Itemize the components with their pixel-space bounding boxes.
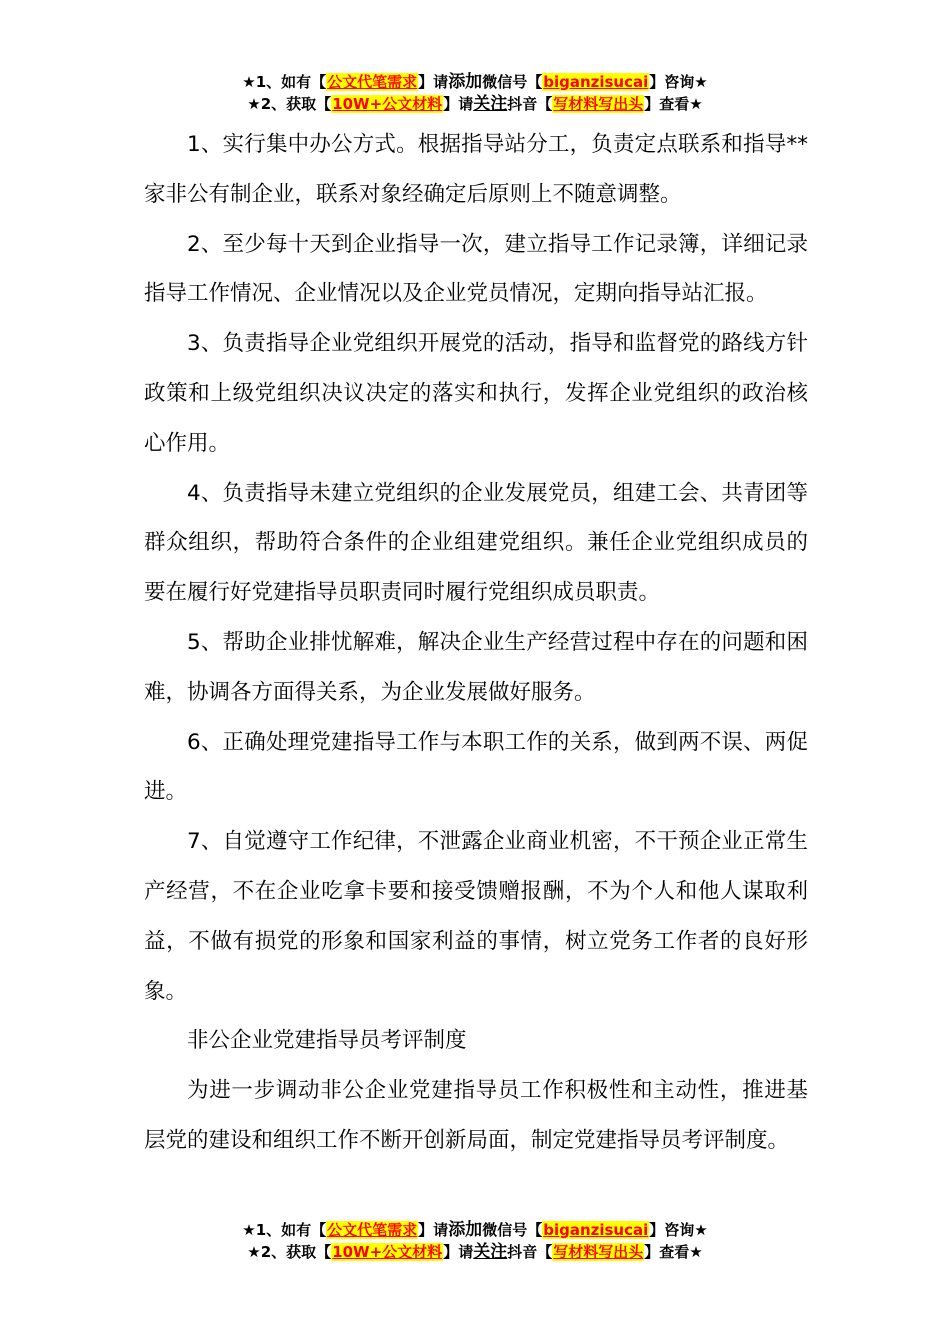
- bottom-banner: [0, 1219, 950, 1263]
- highlight-service: 公文代笔需求: [327, 1221, 418, 1239]
- banner-emphasis: 关注: [473, 1242, 508, 1262]
- banner-line-1: [0, 71, 950, 93]
- banner-text: 】请: [443, 1243, 474, 1261]
- banner-text: 】请: [443, 95, 474, 113]
- highlight-service: 公文代笔需求: [327, 73, 418, 91]
- paragraph-3: 3、负责指导企业党组织开展党的活动，指导和监督党的路线方针政策和上级党组织决议决定的落实和执行，发挥企业党组织的政治核心作用。: [144, 331, 808, 456]
- paragraph-7: 7、自觉遵守工作纪律，不泄露企业商业机密，不干预企业正常生产经营，不在企业吃拿卡要和接受馈赠报酬，不为个人和他人谋取利益，不做有损党的形象和国家利益的事情，树立党务工作者的良好形象。: [144, 829, 808, 1004]
- banner-text: 】查看★: [644, 1243, 703, 1261]
- banner-text: 】咨询★: [649, 73, 708, 91]
- highlight-wechat-id: biganzisucai: [543, 1221, 649, 1239]
- highlight-douyin-name: 写材料写出头: [553, 1243, 644, 1261]
- banner-line-1: [0, 1219, 950, 1241]
- document-body: [144, 120, 808, 1166]
- section-title: 非公企业党建指导员考评制度: [187, 1028, 467, 1054]
- star-icon: ★: [247, 1243, 261, 1261]
- highlight-materials: 10W+公文材料: [332, 1243, 443, 1261]
- banner-line-2: [0, 1241, 950, 1263]
- paragraph-intro: 为进一步调动非公企业党建指导员工作积极性和主动性，推进基层党的建设和组织工作不断开创新局面，制定党建指导员考评制度。: [144, 1078, 808, 1153]
- banner-text: 2、获取【: [260, 1243, 332, 1261]
- banner-emphasis: 添加: [448, 1220, 483, 1240]
- banner-text: 1、如有【: [255, 73, 327, 91]
- banner-text: 】请: [418, 73, 449, 91]
- banner-text: 抖音【: [507, 1243, 553, 1261]
- highlight-wechat-id: biganzisucai: [543, 73, 649, 91]
- paragraph-1: 1、实行集中办公方式。根据指导站分工，负责定点联系和指导**家非公有制企业，联系对象经确定后原则上不随意调整。: [144, 132, 808, 207]
- banner-emphasis: 添加: [448, 72, 483, 92]
- banner-text: 微信号【: [482, 73, 543, 91]
- banner-text: 1、如有【: [255, 1221, 327, 1239]
- highlight-douyin-name: 写材料写出头: [553, 95, 644, 113]
- paragraph-6: 6、正确处理党建指导工作与本职工作的关系，做到两不误、两促进。: [144, 729, 808, 805]
- paragraph-2: 2、至少每十天到企业指导一次，建立指导工作记录簿，详细记录指导工作情况、企业情况以及企业党员情况，定期向指导站汇报。: [144, 231, 808, 307]
- banner-text: 】咨询★: [649, 1221, 708, 1239]
- banner-text: 抖音【: [507, 95, 553, 113]
- star-icon: ★: [242, 1221, 256, 1239]
- banner-text: 2、获取【: [260, 95, 332, 113]
- banner-text: 】请: [418, 1221, 449, 1239]
- banner-text: 微信号【: [482, 1221, 543, 1239]
- star-icon: ★: [247, 95, 261, 113]
- banner-emphasis: 关注: [473, 94, 508, 114]
- paragraph-5: 5、帮助企业排忧解难，解决企业生产经营过程中存在的问题和困难，协调各方面得关系，为企业发展做好服务。: [144, 629, 808, 705]
- banner-line-2: [0, 93, 950, 115]
- paragraph-4: 4、负责指导未建立党组织的企业发展党员，组建工会、共青团等群众组织，帮助符合条件的企业组建党组织。兼任企业党组织成员的要在履行好党建指导员职责同时履行党组织成员职责。: [144, 480, 808, 606]
- banner-text: 】查看★: [644, 95, 703, 113]
- highlight-materials: 10W+公文材料: [332, 95, 443, 113]
- top-banner: [0, 71, 950, 115]
- star-icon: ★: [242, 73, 256, 91]
